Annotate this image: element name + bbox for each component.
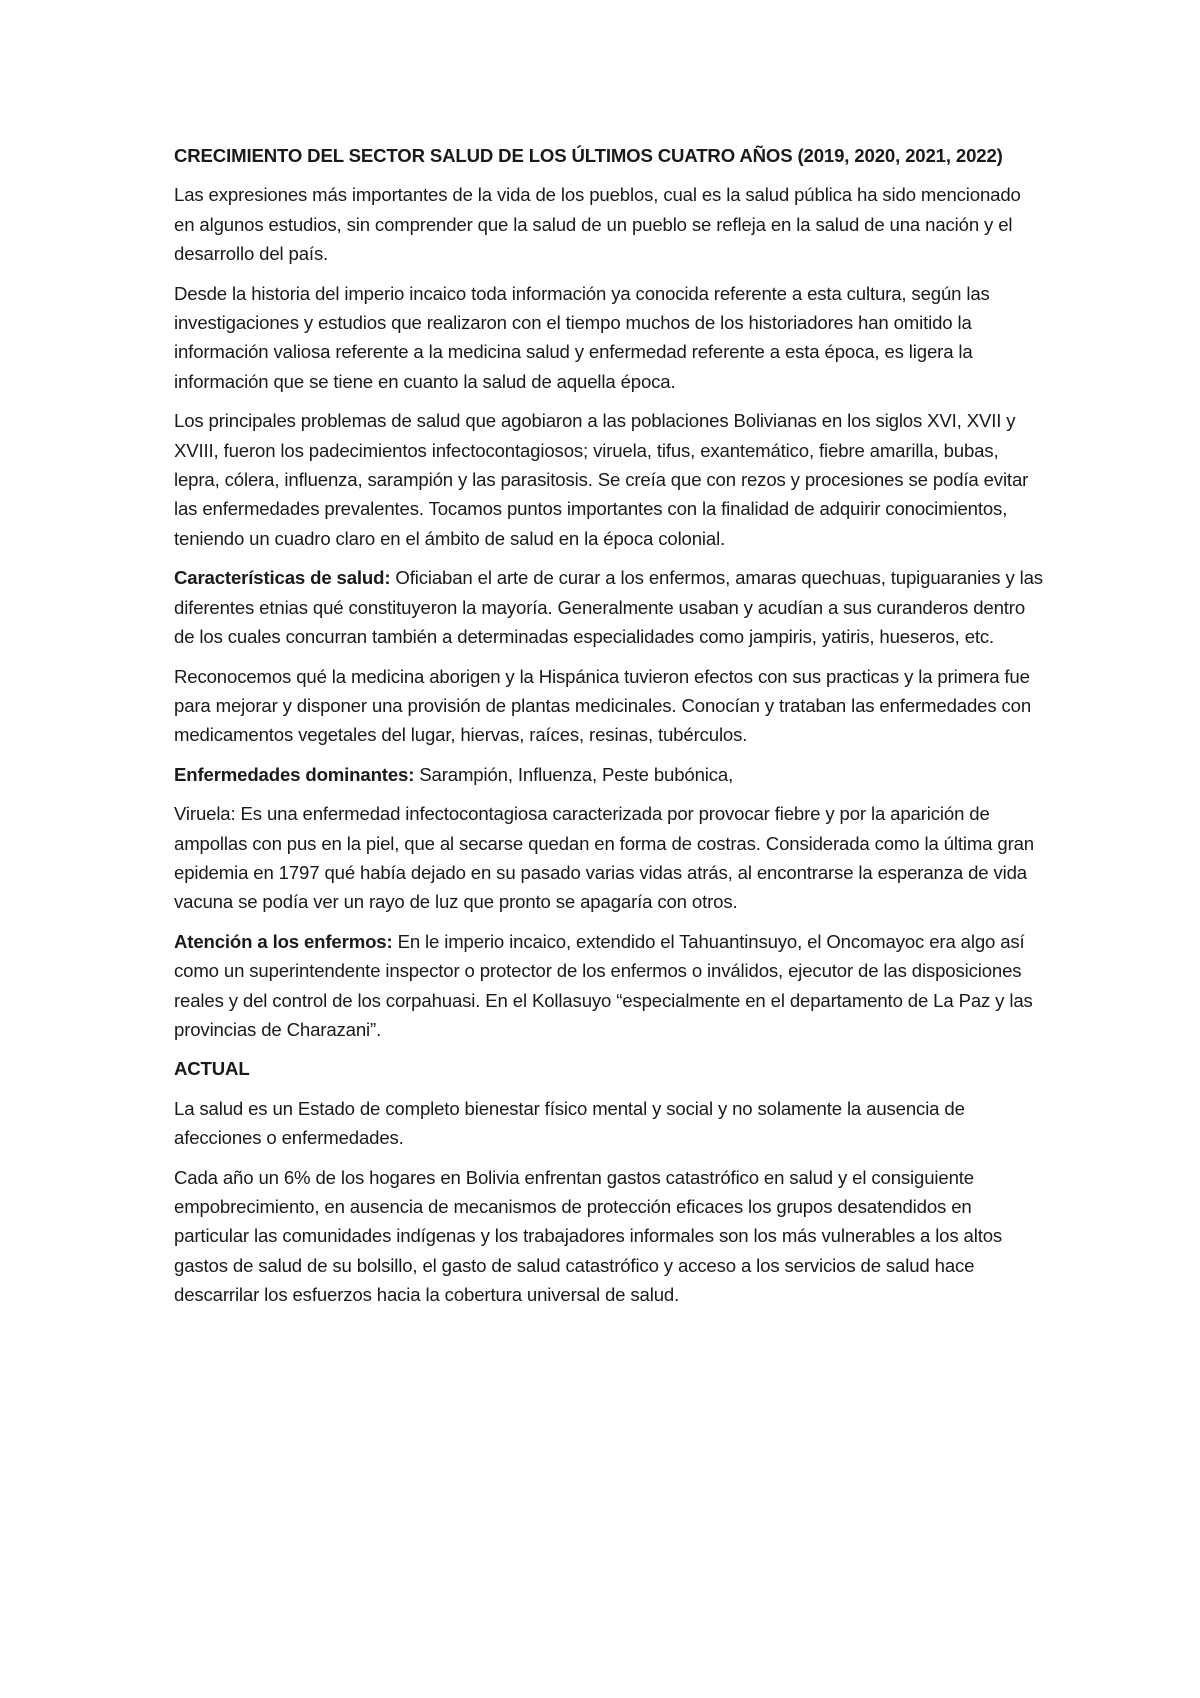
paragraph-smallpox: Viruela: Es una enfermedad infectocontagiosa caracterizada por provocar fiebre y por la aparición de ampollas con pus en la piel, que al secarse quedan en forma de costras. Considerada como la última gran epidemia en 1797 qué había dejado en su pasado varias vidas atrás, al encontrarse la esperanza de vida vacuna se podía ver un rayo de luz que pronto se apagaría con otros. <box>174 803 1034 913</box>
heading-actual: ACTUAL <box>174 1058 250 1080</box>
document-title: CRECIMIENTO DEL SECTOR SALUD DE LOS ÚLTIMOS CUATRO AÑOS (2019, 2020, 2021, 2022) <box>174 145 1003 166</box>
characteristics-text: Oficiaban el arte de curar a los enfermos, amaras quechuas, tupiguaranies y las diferentes etnias qué constituyeron la mayoría. Generalmente usaban y acudían a sus curanderos dentro de los cuales concurran también a determinadas especialidades como jampiris, yatiris, hueseros, etc. <box>174 567 1043 648</box>
paragraph-intro: Las expresiones más importantes de la vida de los pueblos, cual es la salud pública ha sido mencionado en algunos estudios, sin comprender que la salud de un pueblo se refleja en la salud de una nación y el desarrollo del país. <box>174 184 1021 265</box>
diseases-label: Enfermedades dominantes: <box>174 763 415 785</box>
paragraph-history: Desde la historia del imperio incaico toda información ya conocida referente a esta cultura, según las investigaciones y estudios que realizaron con el tiempo muchos de los historiadores han omitido la información valiosa referente a la medicina salud y enfermedad referente a esta época, es ligera la información que se tiene en cuanto la salud de aquella época. <box>174 282 990 392</box>
paragraph-health-definition: La salud es un Estado de completo bienestar físico mental y social y no solamente la ausencia de afecciones o enfermedades. <box>174 1097 965 1149</box>
paragraph-care <box>174 927 1044 1045</box>
paragraph-characteristics <box>174 563 1044 651</box>
care-label: Atención a los enfermos: <box>174 930 393 952</box>
document-body <box>174 141 1044 1320</box>
care-text: En le imperio incaico, extendido el Tahuantinsuyo, el Oncomayoc era algo así como un superintendente inspector o protector de los enfermos o inválidos, ejecutor de las disposiciones reales y del control de los corpahuasi. En el Kollasuyo “especialmente en el departamento de La Paz y las provincias de Charazani”. <box>174 930 1033 1040</box>
paragraph-problems: Los principales problemas de salud que agobiaron a las poblaciones Bolivianas en los siglos XVI, XVII y XVIII, fueron los padecimientos infectocontagiosos; viruela, tifus, exantemático, fiebre amarilla, bubas, lepra, cólera, influenza, sarampión y las parasitosis. Se creía que con rezos y procesiones se podía evitar las enfermedades prevalentes. Tocamos puntos importantes con la finalidad de adquirir conocimientos, teniendo un cuadro claro en el ámbito de salud en la época colonial. <box>174 410 1029 549</box>
diseases-text: Sarampión, Influenza, Peste bubónica, <box>414 763 734 785</box>
paragraph-medicine: Reconocemos qué la medicina aborigen y la Hispánica tuvieron efectos con sus practicas y la primera fue para mejorar y disponer una provisión de plantas medicinales. Conocían y trataban las enfermedades con medicamentos vegetales del lugar, hiervas, raíces, resinas, tubérculos. <box>174 665 1032 746</box>
paragraph-diseases <box>174 760 1044 789</box>
paragraph-catastrophic-spending: Cada año un 6% de los hogares en Bolivia enfrentan gastos catastrófico en salud y el consiguiente empobrecimiento, en ausencia de mecanismos de protección eficaces los grupos desatendidos en particular las comunidades indígenas y los trabajadores informales son los más vulnerables a los altos gastos de salud de su bolsillo, el gasto de salud catastrófico y acceso a los servicios de salud hace descarrilar los esfuerzos hacia la cobertura universal de salud. <box>174 1166 1003 1306</box>
characteristics-label: Características de salud: <box>174 567 391 589</box>
